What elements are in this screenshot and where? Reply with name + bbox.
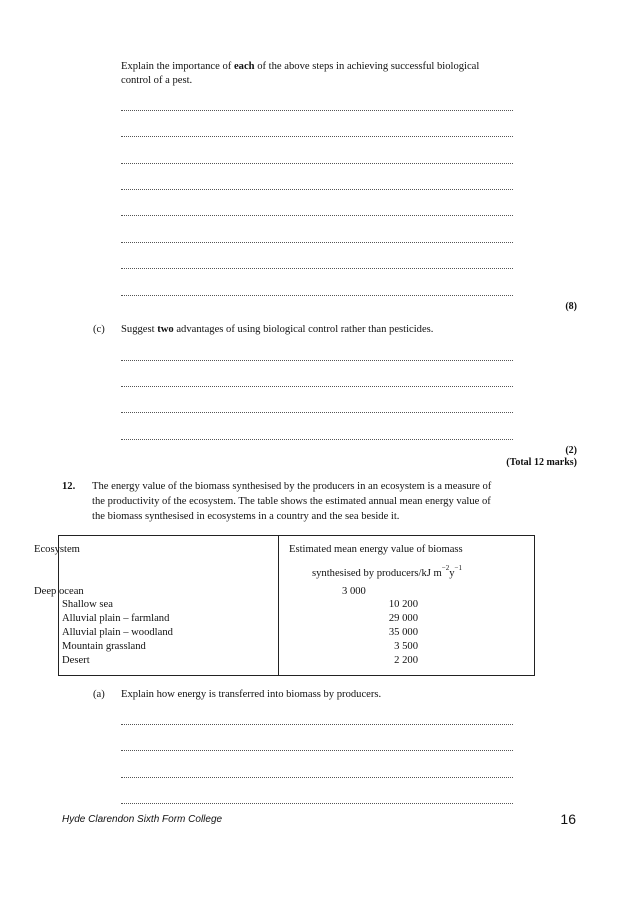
answer-line[interactable] <box>121 189 513 190</box>
q11b-prompt-line2: control of a pest. <box>121 75 193 86</box>
footer-college-name: Hyde Clarendon Sixth Form College <box>62 814 223 825</box>
table-row-ecosystem: Mountain grassland <box>62 641 146 652</box>
table-row-value: 10 200 <box>388 599 418 610</box>
answer-line[interactable] <box>121 163 513 164</box>
answer-line[interactable] <box>121 803 513 804</box>
q12-number: 12. <box>62 481 76 492</box>
answer-line[interactable] <box>121 777 513 778</box>
q12-intro-line3: the biomass synthesised in ecosystems in a country and the sea beside it. <box>92 511 400 522</box>
table-row-value: 35 000 <box>388 627 418 638</box>
table-row-ecosystem: Alluvial plain – farmland <box>62 613 170 624</box>
q11b-marks: (8) <box>565 301 577 312</box>
q11c-marks: (2) <box>565 445 577 456</box>
q11c-prompt: Suggest two advantages of using biological control rather than pesticides. <box>121 324 434 335</box>
table-row-ecosystem: Desert <box>62 655 90 666</box>
q12a-prompt: Explain how energy is transferred into biomass by producers. <box>121 689 382 700</box>
table-row-ecosystem: Deep ocean <box>34 586 84 597</box>
answer-line[interactable] <box>121 360 513 361</box>
q12-intro-line1: The energy value of the biomass synthesised by the producers in an ecosystem is a measure of <box>92 481 492 492</box>
table-column-divider <box>278 535 279 676</box>
answer-line[interactable] <box>121 412 513 413</box>
q12-intro-line2: the productivity of the ecosystem. The table shows the estimated annual mean energy value of <box>92 496 491 507</box>
answer-line[interactable] <box>121 750 513 751</box>
table-header-ecosystem: Ecosystem <box>34 544 80 555</box>
answer-line[interactable] <box>121 295 513 296</box>
table-header-energy-line1: Estimated mean energy value of biomass <box>289 544 463 555</box>
table-row-ecosystem: Alluvial plain – woodland <box>62 627 173 638</box>
answer-line[interactable] <box>121 136 513 137</box>
q11b-prompt-line1: Explain the importance of each of the above steps in achieving successful biological <box>121 61 480 72</box>
table-row-ecosystem: Shallow sea <box>62 599 113 610</box>
table-row-value: 3 000 <box>342 586 366 597</box>
answer-line[interactable] <box>121 268 513 269</box>
table-header-energy-line2: synthesised by producers/kJ $m^{-2}y^{-1}$ <box>312 564 462 579</box>
q11c-label: (c) <box>93 324 105 335</box>
table-row-value: 3 500 <box>394 641 418 652</box>
q12a-label: (a) <box>93 689 105 700</box>
q11-total-marks: (Total 12 marks) <box>506 457 577 468</box>
table-row-value: 2 200 <box>394 655 418 666</box>
answer-line[interactable] <box>121 724 513 725</box>
table-row-value: 29 000 <box>388 613 418 624</box>
answer-line[interactable] <box>121 215 513 216</box>
answer-line[interactable] <box>121 386 513 387</box>
answer-line[interactable] <box>121 110 513 111</box>
page-number: 16 <box>560 811 576 827</box>
answer-line[interactable] <box>121 439 513 440</box>
answer-line[interactable] <box>121 242 513 243</box>
